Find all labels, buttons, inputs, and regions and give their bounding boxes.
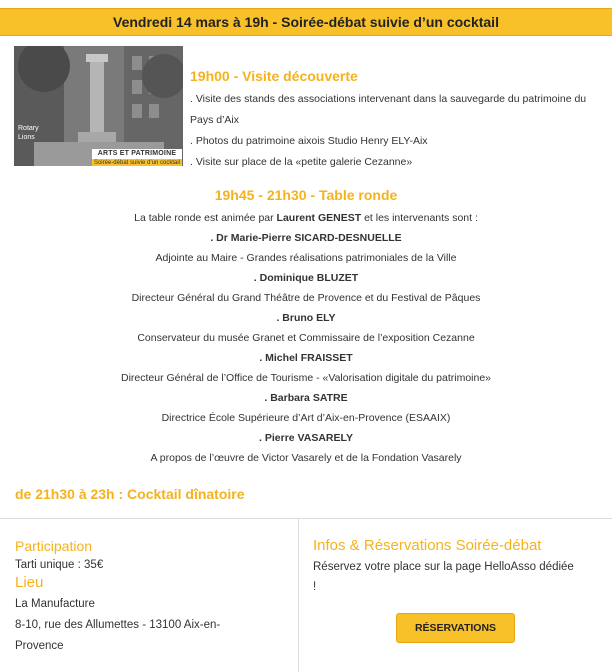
table-ronde-title: 19h45 - 21h30 - Table ronde <box>214 187 398 203</box>
section-divider <box>0 518 612 519</box>
visite-list <box>190 89 605 173</box>
event-photo <box>14 46 183 166</box>
list-item: . Visite sur place de la «petite galerie Cezanne» <box>190 156 413 168</box>
banner-text: Vendredi 14 mars à 19h - Soirée-débat suivie d’un cocktail <box>113 14 499 30</box>
speaker-role: A propos de l’œuvre de Victor Vasarely et de la Fondation Vasarely <box>150 452 462 464</box>
speaker-role: Directeur Général de l’Office de Tourisme - «Valorisation digitale du patrimoine» <box>120 372 492 384</box>
moderator-name: Laurent GENEST <box>276 212 362 224</box>
speaker-name: . Dominique BLUZET <box>253 272 359 284</box>
fountain-photo-illustration <box>14 46 183 166</box>
table-ronde-intro: La table ronde est animée par Laurent GENEST et les intervenants sont : <box>134 212 478 224</box>
speaker-role: Directrice École Supérieure d’Art d’Aix-en-Provence (ESAAIX) <box>161 412 451 424</box>
lieu-address-line2: Provence <box>15 640 64 652</box>
column-divider <box>298 519 299 672</box>
list-item: . Photos du patrimoine aixois Studio Henry ELY-Aix <box>190 135 428 147</box>
lieu-title: Lieu <box>15 574 44 591</box>
list-item: . Visite des stands des associations intervenant dans la sauvegarde du patrimoine du Pays d’Aix <box>190 93 587 126</box>
photo-caption-subtitle: Soirée-débat suivie d’un cocktail <box>93 160 181 166</box>
info-left-column <box>15 538 285 657</box>
lieu-address-line1: 8-10, rue des Allumettes - 13100 Aix-en- <box>15 619 221 631</box>
lieu-name: La Manufacture <box>15 598 95 610</box>
speaker-role: Conservateur du musée Granet et Commissaire de l’exposition Cezanne <box>137 332 475 344</box>
reservations-text: Réservez votre place sur la page HelloAsso dédiée ! <box>313 561 574 593</box>
participation-price: Tarti unique : 35€ <box>15 559 104 571</box>
cocktail-heading: de 21h30 à 23h : Cocktail dînatoire <box>15 486 245 502</box>
speaker-role: Directeur Général du Grand Théâtre de Provence et du Festival de Pâques <box>131 292 481 304</box>
photo-caption-title: ARTS ET PATRIMOINE <box>92 149 182 159</box>
table-ronde-body <box>0 208 612 468</box>
speaker-role: Adjointe au Maire - Grandes réalisations patrimoniales de la Ville <box>155 252 457 264</box>
participation-title: Participation <box>15 538 93 554</box>
speaker-name: . Michel FRAISSET <box>259 352 353 364</box>
reservations-button[interactable]: RÉSERVATIONS <box>396 613 515 643</box>
logo-text: Rotary Lions <box>18 125 39 141</box>
event-banner <box>0 8 612 36</box>
speaker-name: . Bruno ELY <box>276 312 336 324</box>
reservations-title: Infos & Réservations Soirée-débat <box>313 537 542 554</box>
visite-title: 19h00 - Visite découverte <box>190 68 358 84</box>
speaker-name: . Pierre VASARELY <box>259 432 353 444</box>
speaker-name: . Barbara SATRE <box>264 392 348 404</box>
speaker-name: . Dr Marie-Pierre SICARD-DESNUELLE <box>210 232 402 244</box>
info-right-column <box>313 537 608 597</box>
